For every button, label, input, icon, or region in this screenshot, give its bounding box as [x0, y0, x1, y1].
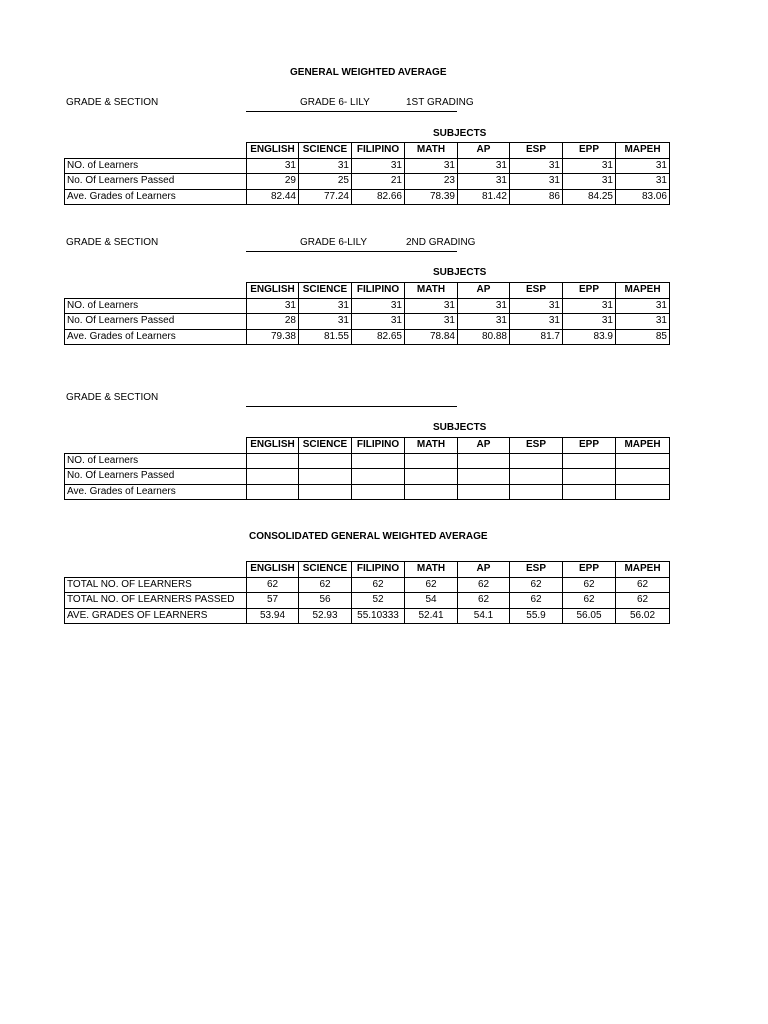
subject-header: EPP	[563, 562, 616, 578]
subject-header: MAPEH	[616, 562, 670, 578]
header-row	[65, 283, 670, 299]
table-cell: 31	[247, 158, 299, 174]
subject-header: ENGLISH	[247, 562, 299, 578]
subject-header: FILIPINO	[352, 283, 405, 299]
table-cell: 52.41	[405, 608, 458, 624]
table-cell: 28	[247, 314, 299, 330]
table-cell: 86	[510, 189, 563, 205]
grade-underline	[246, 406, 457, 407]
table-cell: 57	[247, 593, 299, 609]
grading-table-1	[64, 142, 670, 205]
table-cell: 62	[510, 593, 563, 609]
row-label: Ave. Grades of Learners	[65, 189, 247, 205]
table-cell	[563, 469, 616, 485]
subject-header: EPP	[563, 438, 616, 454]
table-cell: 83.9	[563, 329, 616, 345]
table-cell: 31	[299, 298, 352, 314]
table-cell: 80.88	[458, 329, 510, 345]
subject-header: ENGLISH	[247, 438, 299, 454]
table-cell	[352, 469, 405, 485]
subject-header: MATH	[405, 438, 458, 454]
subject-header: FILIPINO	[352, 143, 405, 159]
header-row	[65, 143, 670, 159]
table-cell: 31	[352, 298, 405, 314]
table-cell	[563, 453, 616, 469]
table-cell: 31	[458, 174, 510, 190]
consolidated-title: CONSOLIDATED GENERAL WEIGHTED AVERAGE	[249, 531, 488, 542]
table-cell	[299, 469, 352, 485]
table-cell: 82.65	[352, 329, 405, 345]
table-cell: 31	[510, 314, 563, 330]
table-cell	[405, 453, 458, 469]
table-cell: 31	[616, 314, 670, 330]
table-cell: 56	[299, 593, 352, 609]
table-cell	[247, 469, 299, 485]
table-cell: 31	[458, 298, 510, 314]
page-title: GENERAL WEIGHTED AVERAGE	[290, 67, 447, 78]
subject-header: ESP	[510, 143, 563, 159]
table-cell: 56.05	[563, 608, 616, 624]
table-row	[65, 314, 670, 330]
subject-header: FILIPINO	[352, 438, 405, 454]
table-cell: 31	[616, 158, 670, 174]
subject-header: ESP	[510, 438, 563, 454]
header-row	[65, 562, 670, 578]
grade-section-label: GRADE & SECTION	[66, 392, 159, 403]
table-row	[65, 158, 670, 174]
subject-header: ESP	[510, 562, 563, 578]
subject-header: MAPEH	[616, 283, 670, 299]
table-cell: 31	[247, 298, 299, 314]
table-cell	[563, 484, 616, 500]
table-cell: 31	[458, 158, 510, 174]
table-cell	[510, 484, 563, 500]
subject-header: MATH	[405, 283, 458, 299]
table-cell: 78.39	[405, 189, 458, 205]
header-spacer	[65, 438, 247, 454]
table-cell: 52.93	[299, 608, 352, 624]
table-cell: 31	[616, 174, 670, 190]
grade-section-value: GRADE 6-LILY	[300, 237, 368, 248]
table-cell: 54.1	[458, 608, 510, 624]
table-cell: 31	[299, 158, 352, 174]
header-spacer	[65, 143, 247, 159]
table-row	[65, 484, 670, 500]
table-cell: 82.66	[352, 189, 405, 205]
subject-header: EPP	[563, 143, 616, 159]
table-cell	[405, 484, 458, 500]
table-cell: 62	[563, 593, 616, 609]
table-row	[65, 189, 670, 205]
table-cell: 25	[299, 174, 352, 190]
table-cell	[299, 484, 352, 500]
table-cell: 79.38	[247, 329, 299, 345]
table-cell: 31	[352, 158, 405, 174]
subject-header: AP	[458, 283, 510, 299]
subject-header: SCIENCE	[299, 143, 352, 159]
subject-header: FILIPINO	[352, 562, 405, 578]
table-cell: 85	[616, 329, 670, 345]
table-cell	[247, 453, 299, 469]
table-cell	[352, 453, 405, 469]
table-cell: 31	[510, 298, 563, 314]
table-cell: 31	[405, 158, 458, 174]
table-cell: 81.7	[510, 329, 563, 345]
subject-header: MAPEH	[616, 143, 670, 159]
table-cell: 52	[352, 593, 405, 609]
table-cell: 23	[405, 174, 458, 190]
grading-period: 1ST GRADING	[406, 97, 474, 108]
table-cell: 31	[352, 314, 405, 330]
subject-header: ESP	[510, 283, 563, 299]
header-spacer	[65, 283, 247, 299]
table-row	[65, 608, 670, 624]
table-cell: 62	[458, 577, 510, 593]
table-cell: 31	[405, 314, 458, 330]
row-label: Ave. Grades of Learners	[65, 329, 247, 345]
table-cell: 84.25	[563, 189, 616, 205]
table-cell	[616, 469, 670, 485]
row-label: NO. of Learners	[65, 298, 247, 314]
table-cell: 77.24	[299, 189, 352, 205]
table-cell: 31	[458, 314, 510, 330]
subject-header: MATH	[405, 562, 458, 578]
subject-header: MATH	[405, 143, 458, 159]
table-row	[65, 329, 670, 345]
row-label: TOTAL NO. OF LEARNERS PASSED	[65, 593, 247, 609]
table-cell: 21	[352, 174, 405, 190]
subject-header: ENGLISH	[247, 283, 299, 299]
table-row	[65, 174, 670, 190]
table-cell: 55.9	[510, 608, 563, 624]
table-cell: 62	[616, 593, 670, 609]
header-row	[65, 438, 670, 454]
table-cell	[458, 453, 510, 469]
row-label: AVE. GRADES OF LEARNERS	[65, 608, 247, 624]
table-cell: 31	[405, 298, 458, 314]
subject-header: AP	[458, 438, 510, 454]
row-label: TOTAL NO. OF LEARNERS	[65, 577, 247, 593]
table-cell: 53.94	[247, 608, 299, 624]
table-cell: 78.84	[405, 329, 458, 345]
table-row	[65, 469, 670, 485]
subject-header: MAPEH	[616, 438, 670, 454]
table-cell	[616, 484, 670, 500]
subject-header: SCIENCE	[299, 562, 352, 578]
table-row	[65, 298, 670, 314]
subject-header: EPP	[563, 283, 616, 299]
table-cell: 55.10333	[352, 608, 405, 624]
table-row	[65, 453, 670, 469]
table-cell: 82.44	[247, 189, 299, 205]
table-cell: 62	[352, 577, 405, 593]
grading-table-3	[64, 437, 670, 500]
subject-header: AP	[458, 562, 510, 578]
subjects-heading: SUBJECTS	[433, 267, 487, 278]
header-spacer	[65, 562, 247, 578]
table-cell: 81.55	[299, 329, 352, 345]
table-cell: 31	[616, 298, 670, 314]
table-cell	[510, 469, 563, 485]
table-cell	[247, 484, 299, 500]
subject-header: ENGLISH	[247, 143, 299, 159]
row-label: No. Of Learners Passed	[65, 174, 247, 190]
table-cell: 83.06	[616, 189, 670, 205]
table-cell	[616, 453, 670, 469]
subjects-heading: SUBJECTS	[433, 128, 487, 139]
table-cell	[405, 469, 458, 485]
row-label: No. Of Learners Passed	[65, 469, 247, 485]
table-cell: 31	[563, 298, 616, 314]
grading-table-2	[64, 282, 670, 345]
table-cell	[352, 484, 405, 500]
table-cell: 62	[299, 577, 352, 593]
grade-underline	[246, 111, 457, 112]
row-label: Ave. Grades of Learners	[65, 484, 247, 500]
table-cell: 62	[458, 593, 510, 609]
grade-underline	[246, 251, 457, 252]
table-cell: 31	[510, 158, 563, 174]
table-cell: 62	[247, 577, 299, 593]
table-cell: 31	[563, 174, 616, 190]
subject-header: SCIENCE	[299, 438, 352, 454]
table-cell: 31	[563, 158, 616, 174]
grade-section-label: GRADE & SECTION	[66, 97, 159, 108]
table-cell: 54	[405, 593, 458, 609]
table-cell: 62	[616, 577, 670, 593]
row-label: NO. of Learners	[65, 453, 247, 469]
table-cell: 62	[563, 577, 616, 593]
table-cell: 31	[563, 314, 616, 330]
table-row	[65, 577, 670, 593]
grade-section-label: GRADE & SECTION	[66, 237, 159, 248]
table-cell: 29	[247, 174, 299, 190]
table-cell: 56.02	[616, 608, 670, 624]
table-cell	[299, 453, 352, 469]
grade-section-value: GRADE 6- LILY	[300, 97, 370, 108]
table-cell: 62	[510, 577, 563, 593]
grading-period: 2ND GRADING	[406, 237, 476, 248]
row-label: No. Of Learners Passed	[65, 314, 247, 330]
table-cell: 31	[510, 174, 563, 190]
table-cell: 31	[299, 314, 352, 330]
consolidated-table	[64, 561, 670, 624]
table-cell	[458, 484, 510, 500]
table-cell: 81.42	[458, 189, 510, 205]
table-cell	[458, 469, 510, 485]
subject-header: AP	[458, 143, 510, 159]
subjects-heading: SUBJECTS	[433, 422, 487, 433]
subject-header: SCIENCE	[299, 283, 352, 299]
row-label: NO. of Learners	[65, 158, 247, 174]
table-cell: 62	[405, 577, 458, 593]
table-cell	[510, 453, 563, 469]
table-row	[65, 593, 670, 609]
